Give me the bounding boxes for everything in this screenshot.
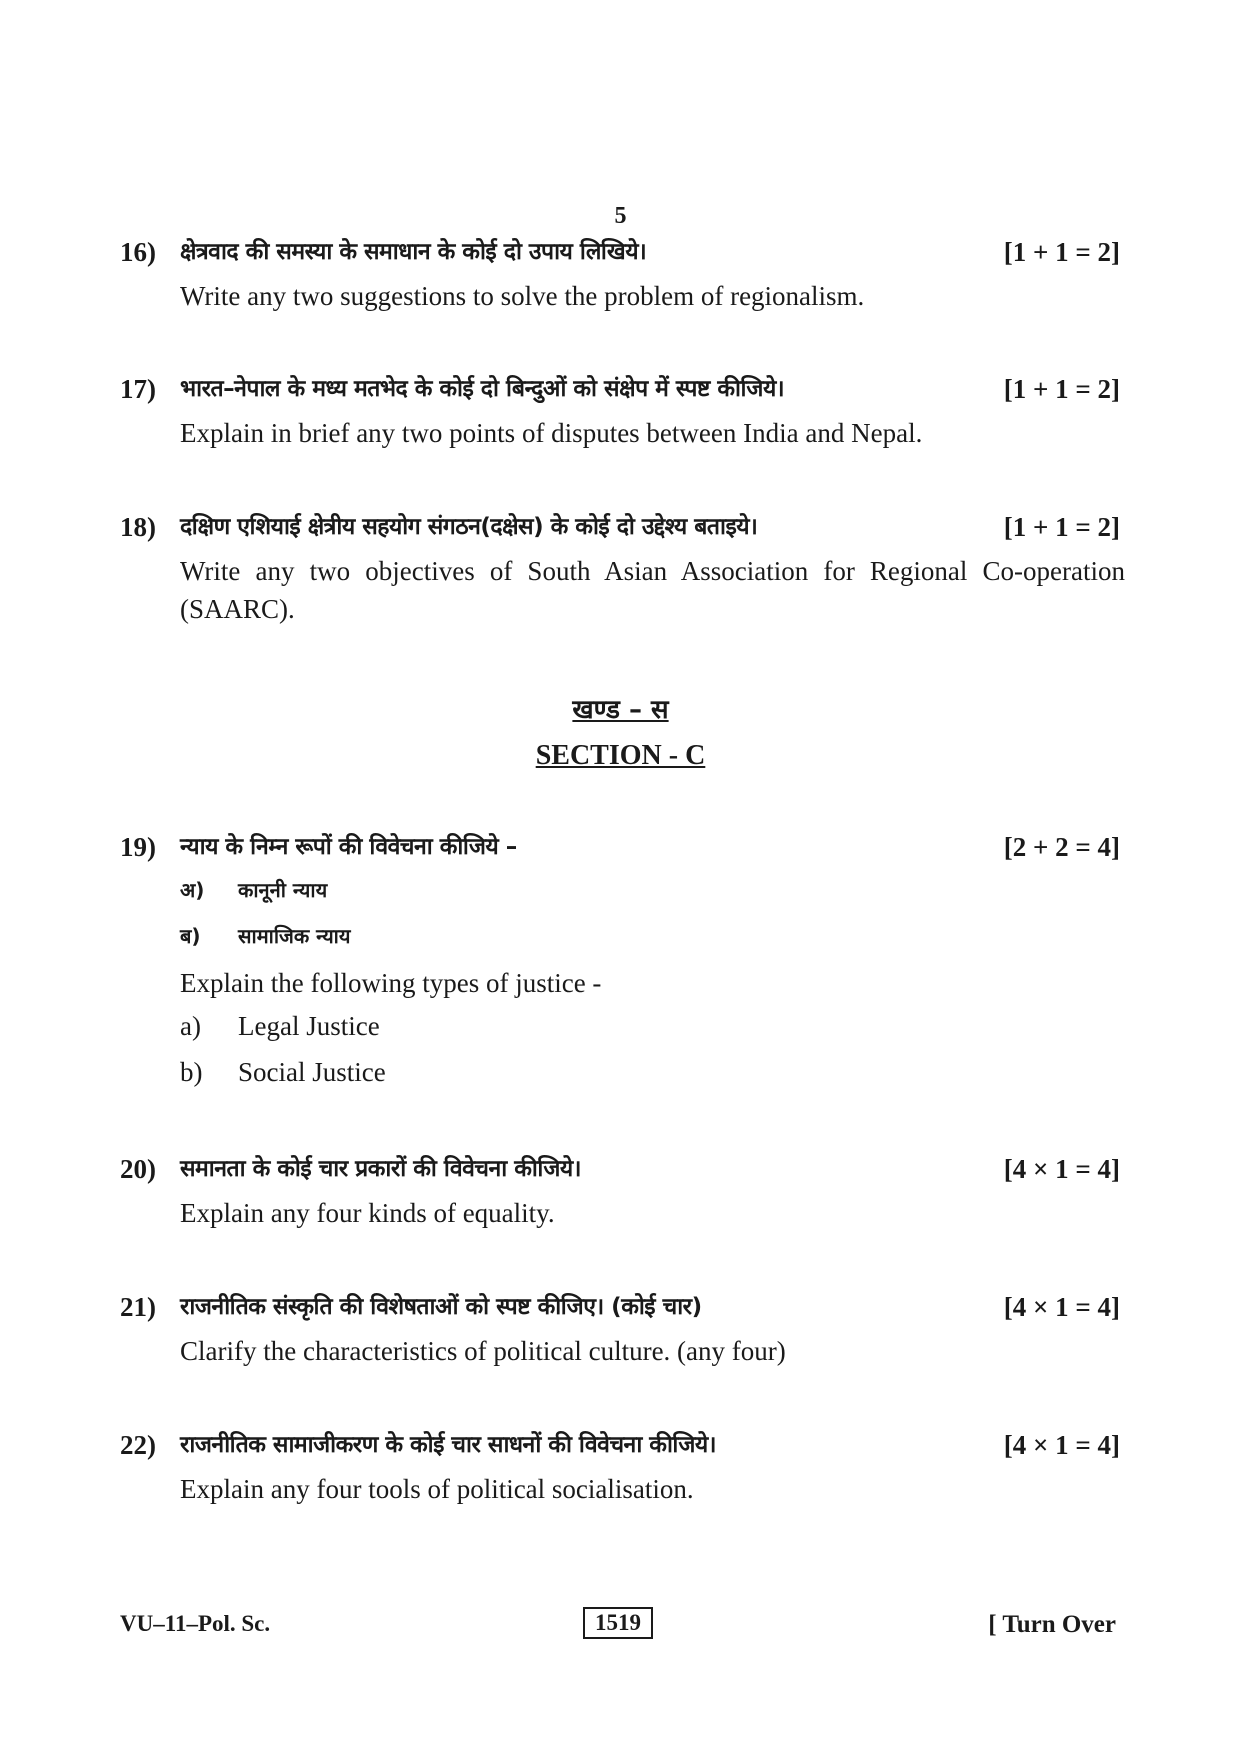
question-marks: [1 + 1 = 2]	[1003, 374, 1120, 404]
section-heading-hindi: खण्ड – स	[572, 695, 669, 725]
question-hindi-text: दक्षिण एशियाई क्षेत्रीय सहयोग संगठन(दक्षेस) के कोई दो उद्देश्य बताइये।	[180, 514, 758, 540]
question-english-text: Write any two suggestions to solve the problem of regionalism.	[180, 281, 865, 311]
question-marks: [4 × 1 = 4]	[1003, 1292, 1120, 1322]
question-hindi-text: भारत–नेपाल के मध्य मतभेद के कोई दो बिन्दुओं को संक्षेप में स्पष्ट कीजिये।	[180, 376, 785, 402]
question-english-text: Explain any four tools of political socialisation.	[180, 1474, 694, 1504]
list-item-label: b)	[180, 1057, 203, 1087]
question-marks: [1 + 1 = 2]	[1003, 512, 1120, 542]
question-number: 20)	[120, 1154, 156, 1184]
question-21	[120, 1290, 1125, 1370]
question-22	[120, 1428, 1125, 1508]
list-item	[180, 870, 1125, 916]
question-18	[120, 510, 1125, 628]
page-footer	[120, 1607, 1116, 1647]
question-20	[120, 1152, 1125, 1232]
question-17	[120, 372, 1125, 452]
page-code-box: 1519	[583, 1607, 653, 1639]
list-item-text: कानूनी न्याय	[238, 878, 328, 902]
question-english-text: Explain any four kinds of equality.	[180, 1198, 555, 1228]
question-english-text: Clarify the characteristics of political culture. (any four)	[180, 1336, 786, 1366]
question-english-text: Write any two objectives of South Asian Association for Regional Co-operation (SAARC).	[180, 556, 1125, 624]
list-item	[180, 1052, 1125, 1098]
question-19	[120, 830, 1125, 1098]
question-english-text: Explain the following types of justice -	[180, 968, 602, 998]
list-item	[180, 916, 1125, 962]
question-number: 18)	[120, 512, 156, 542]
question-number: 17)	[120, 374, 156, 404]
question-marks: [2 + 2 = 4]	[1003, 832, 1120, 862]
list-item-text: Social Justice	[238, 1057, 386, 1087]
list-item-text: सामाजिक न्याय	[238, 924, 351, 948]
question-hindi-text: क्षेत्रवाद की समस्या के समाधान के कोई दो उपाय लिखिये।	[180, 239, 647, 265]
question-16	[120, 235, 1125, 315]
question-number: 21)	[120, 1292, 156, 1322]
question-marks: [4 × 1 = 4]	[1003, 1430, 1120, 1460]
question-hindi-text: समानता के कोई चार प्रकारों की विवेचना कीजिये।	[180, 1156, 581, 1182]
paper-code: VU–11–Pol. Sc.	[120, 1611, 271, 1636]
list-item-text: Legal Justice	[238, 1011, 380, 1041]
section-heading-english: SECTION - C	[535, 740, 706, 771]
question-marks: [4 × 1 = 4]	[1003, 1154, 1120, 1184]
question-hindi-text: राजनीतिक संस्कृति की विशेषताओं को स्पष्ट कीजिए। (कोई चार)	[180, 1294, 702, 1320]
turn-over-label: [ Turn Over	[988, 1611, 1116, 1638]
question-hindi-text: न्याय के निम्न रूपों की विवेचना कीजिये –	[180, 834, 517, 860]
list-item-label: ब)	[180, 924, 201, 948]
question-hindi-text: राजनीतिक सामाजीकरण के कोई चार साधनों की विवेचना कीजिये।	[180, 1432, 716, 1458]
question-number: 22)	[120, 1430, 156, 1460]
question-number: 16)	[120, 237, 156, 267]
question-marks: [1 + 1 = 2]	[1003, 237, 1120, 267]
question-number: 19)	[120, 832, 156, 862]
english-subitems	[180, 1006, 1125, 1098]
list-item-label: a)	[180, 1011, 201, 1041]
question-english-text: Explain in brief any two points of disputes between India and Nepal.	[180, 418, 923, 448]
list-item-label: अ)	[180, 878, 205, 902]
page-number: 5	[614, 203, 627, 229]
hindi-subitems	[180, 870, 1125, 962]
list-item	[180, 1006, 1125, 1052]
